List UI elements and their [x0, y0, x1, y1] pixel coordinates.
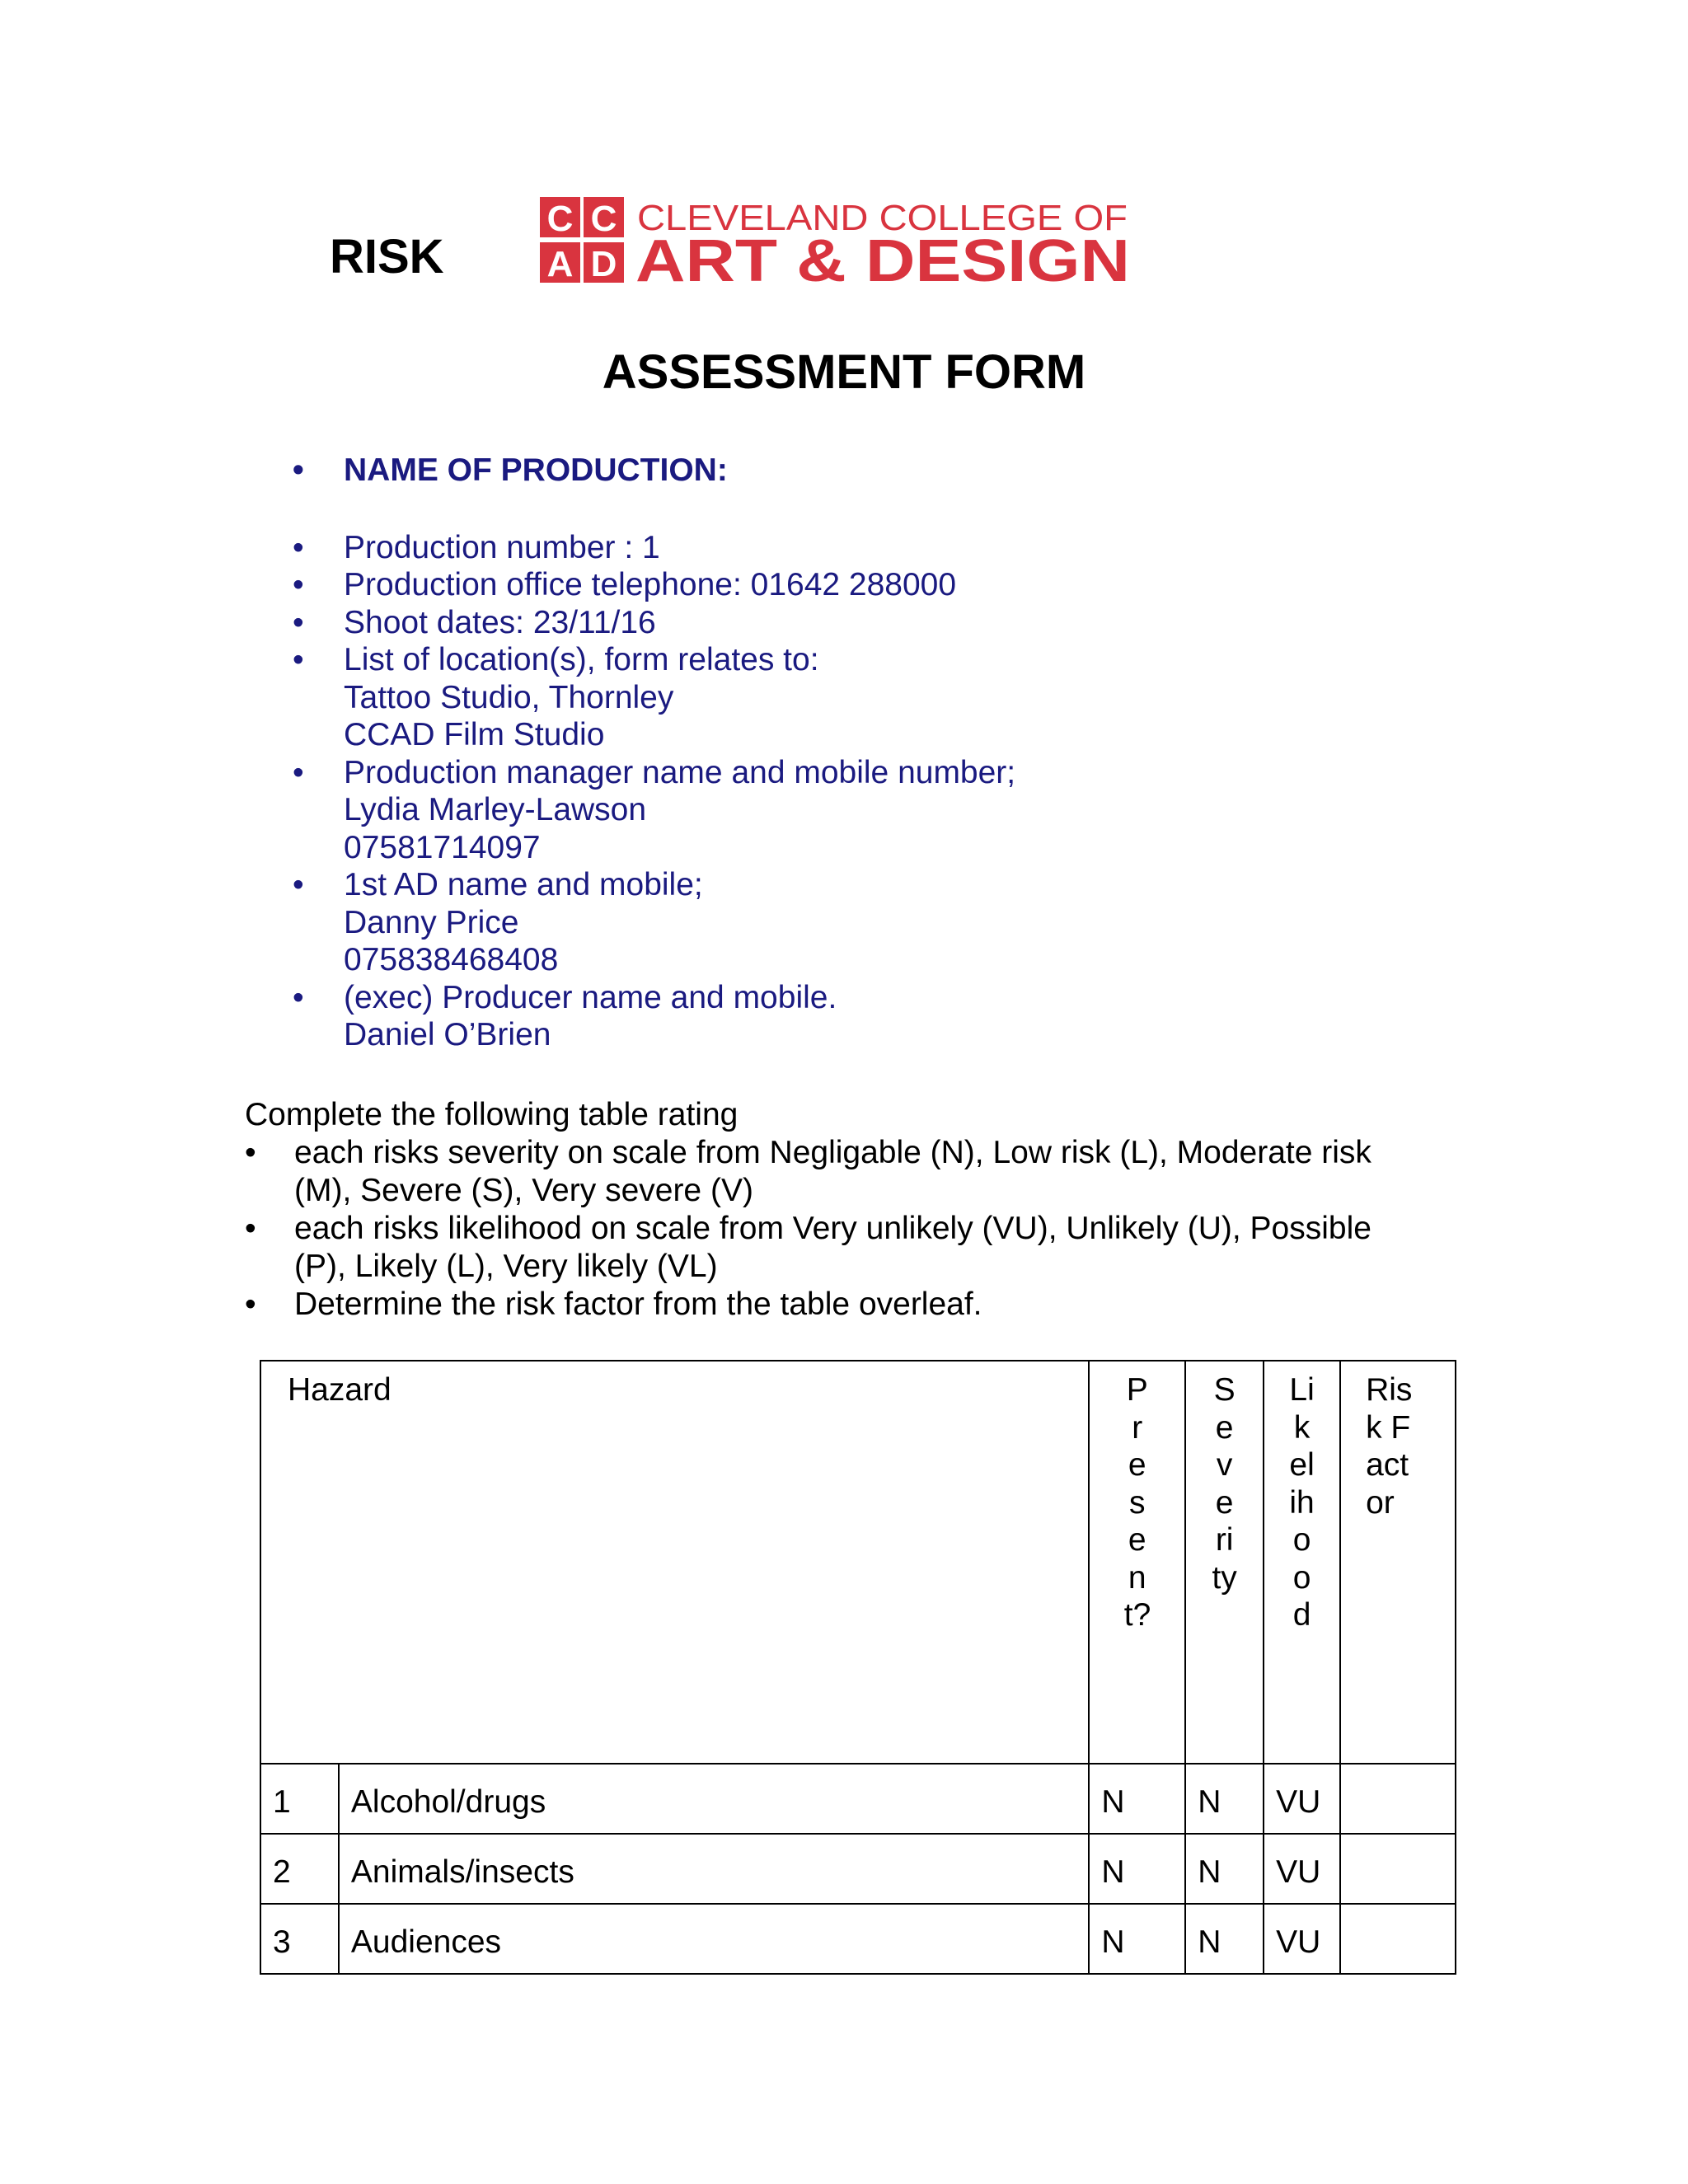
row-number: 2 [260, 1834, 339, 1904]
production-number: • Production number : 1 [293, 529, 1529, 567]
location-2: CCAD Film Studio [344, 717, 605, 752]
shoot-dates: • Shoot dates: 23/11/16 [293, 604, 1529, 642]
row-present[interactable]: N [1089, 1904, 1185, 1974]
logo-letter-d: D [590, 244, 617, 284]
locations-label: • List of location(s), form relates to: [344, 642, 819, 677]
production-details [293, 452, 1529, 1054]
header-severity-text: Severity [1212, 1372, 1237, 1596]
row-likelihood[interactable]: VU [1264, 1764, 1340, 1834]
row-risk-factor[interactable] [1340, 1904, 1456, 1974]
first-ad-label: • 1st AD name and mobile; [344, 867, 703, 902]
risk-table [260, 1360, 1456, 1975]
row-hazard: Alcohol/drugs [339, 1764, 1089, 1834]
first-ad-mobile: 075838468408 [344, 942, 559, 977]
logo-line-2: ART & DESIGN [635, 228, 1130, 286]
header-hazard: Hazard [260, 1361, 1089, 1764]
header-likelihood-text: Likelihood [1289, 1372, 1315, 1633]
row-present[interactable]: N [1089, 1834, 1185, 1904]
locations-item [293, 641, 1529, 754]
rating-instructions [245, 1096, 1415, 1324]
table-row [260, 1904, 1456, 1974]
logo-letter-a: A [546, 244, 574, 284]
row-number: 3 [260, 1904, 339, 1974]
location-1: Tattoo Studio, Thornley [344, 679, 674, 715]
producer-name: Daniel O’Brien [344, 1017, 551, 1052]
row-likelihood[interactable]: VU [1264, 1904, 1340, 1974]
header-present [1089, 1361, 1185, 1764]
row-risk-factor[interactable] [1340, 1834, 1456, 1904]
row-risk-factor[interactable] [1340, 1764, 1456, 1834]
row-severity[interactable]: N [1185, 1764, 1264, 1834]
production-manager-mobile: 07581714097 [344, 829, 541, 865]
instruction-risk-factor: • Determine the risk factor from the table overleaf. [245, 1286, 1415, 1324]
row-hazard: Animals/insects [339, 1834, 1089, 1904]
producer-item [293, 979, 1529, 1054]
header-risk-factor-text: Risk Factor [1366, 1372, 1413, 1521]
table-row [260, 1834, 1456, 1904]
row-severity[interactable]: N [1185, 1834, 1264, 1904]
row-severity[interactable]: N [1185, 1904, 1264, 1974]
college-logo [540, 194, 1133, 286]
instructions-lead: Complete the following table rating [245, 1097, 738, 1132]
header-severity [1185, 1361, 1264, 1764]
production-telephone: • Production office telephone: 01642 288000 [293, 566, 1529, 604]
header-likelihood [1264, 1361, 1340, 1764]
production-manager-item [293, 754, 1529, 867]
logo-letter-c1: C [546, 199, 574, 239]
first-ad-item [293, 866, 1529, 979]
table-row [260, 1764, 1456, 1834]
instruction-severity: • each risks severity on scale from Negligable (N), Low risk (L), Moderate risk (M), Severe (S), Very severe (V) [245, 1134, 1415, 1210]
row-number: 1 [260, 1764, 339, 1834]
logo-line-1: CLEVELAND COLLEGE OF [637, 198, 1128, 238]
producer-label: • (exec) Producer name and mobile. [344, 979, 837, 1015]
risk-heading-word: RISK [330, 230, 444, 284]
production-manager-label: • Production manager name and mobile number; [344, 754, 1016, 790]
header-present-text: Present? [1123, 1372, 1151, 1633]
logo-letter-c2: C [590, 199, 617, 239]
row-present[interactable]: N [1089, 1764, 1185, 1834]
form-title: ASSESSMENT FORM [602, 345, 1086, 399]
row-hazard: Audiences [339, 1904, 1089, 1974]
first-ad-name: Danny Price [344, 904, 519, 940]
instruction-likelihood: • each risks likelihood on scale from Very unlikely (VU), Unlikely (U), Possible (P), Likely (L), Very likely (VL) [245, 1210, 1415, 1286]
header-risk-factor [1340, 1361, 1456, 1764]
name-of-production-label: • NAME OF PRODUCTION: [293, 452, 1529, 490]
production-manager-name: Lydia Marley-Lawson [344, 792, 647, 827]
row-likelihood[interactable]: VU [1264, 1834, 1340, 1904]
